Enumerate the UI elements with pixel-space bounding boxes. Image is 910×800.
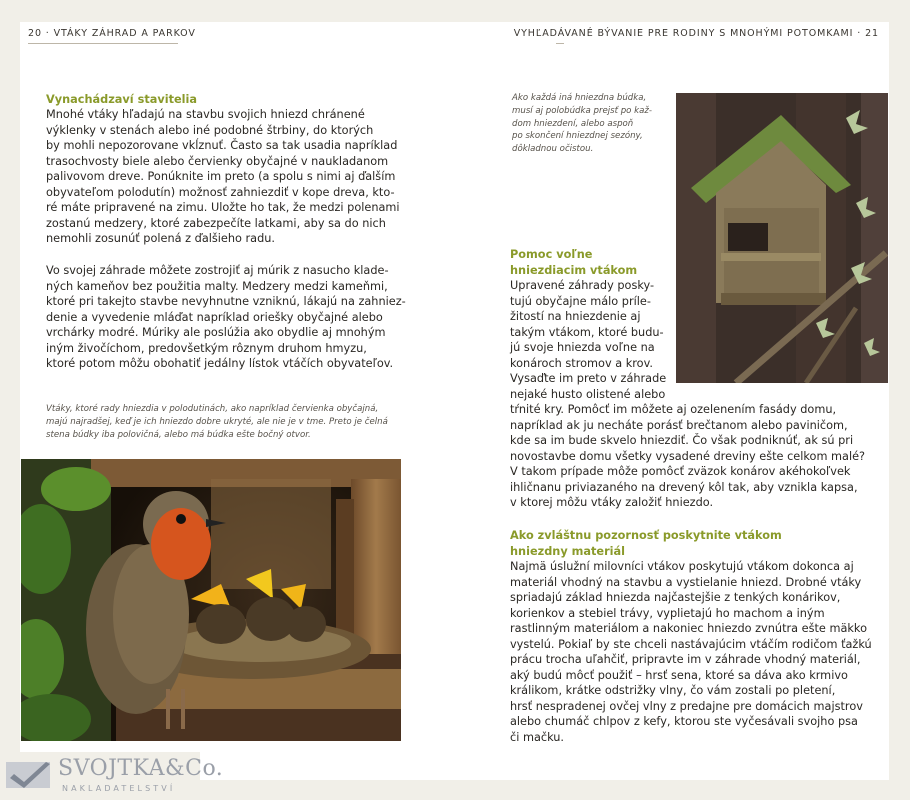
title-line: hniezdiacim vtákom [510, 263, 638, 277]
text-line: obyvateľom polodutín) možnosť zahniezdiť v kope dreva, kto- [46, 185, 395, 199]
text-line: korienkov a stebiel trávy, vyplietajú ho machom a iným [510, 606, 825, 620]
text-line: konároch stromov a krov. [510, 356, 653, 370]
caption-robin [46, 403, 388, 441]
publisher-logo [0, 752, 224, 800]
text-line: Najmä úslužní milovníci vtákov poskytujú vtákom dokonca aj [510, 560, 854, 573]
text-line: ktoré pri takejto stavbe nevyhnutne vzniknú, lákajú na zahniez- [46, 295, 406, 308]
text-line: kde sa im bude skvelo hniezdiť. Čo však podniknúť, ak sú pri [510, 434, 854, 447]
header-rule-left [28, 43, 178, 44]
text-line: palivovom dreve. Ponúknite im preto (a spolu s nimi aj ďalším [46, 170, 396, 183]
running-header-right: VYHĽADÁVANÉ BÝVANIE PRE RODINY S MNOHÝMI POTOMKAMI · 21 [513, 28, 879, 39]
text-line: zostanú medzery, ktoré zabezpečíte latkami, aby sa do nich [46, 216, 386, 230]
text-line: ktoré potom môžu obohatiť jedálny lístok vtáčích obyvateľov. [46, 357, 394, 370]
text-line: rastlinným materiálom a nakoniec hniezdo zvnútra ešte mäkko [510, 622, 867, 635]
section-title-nest-material [510, 528, 782, 559]
title-line: Pomoc voľne [510, 248, 593, 261]
text-line: jú svoje hniezda voľne na [510, 341, 655, 354]
text-line: ihličnanu priviazaného na drevený kôl tak, aby vznikla kapsa, [510, 480, 858, 494]
text-line: napríklad ak ju necháte porásť brečtanom alebo paviničom, [510, 418, 848, 432]
text-line: alebo chumáč chlpov z kefy, ktorou ste vyčesávali svojho psa [510, 715, 858, 728]
title-line: hniezdny materiál [510, 544, 626, 558]
caption-birdhouse [512, 92, 652, 156]
text-line: Mnohé vtáky hľadajú na stavbu svojich hniezd chránené [46, 108, 365, 121]
text-line: vystelú. Pokiaľ by ste chceli nastávajúcim vtáčím rodičom ťažkú [510, 637, 872, 651]
text-line: Upravené záhrady posky- [510, 279, 655, 292]
text-line: novostavbe domu všetky vysadené dreviny ešte celkom malé? [510, 449, 866, 463]
caption-line: Vtáky, ktoré rady hniezdia v polodutinách, ako napríklad červienka obyčajná, [46, 404, 379, 414]
text-line: výklenky v stenách alebo iné podobné štrbiny, do ktorých [46, 123, 374, 137]
caption-line: dom hniezdení, alebo aspoň [512, 118, 634, 129]
title-line: Ako zvláštnu pozornosť poskytnite vtákom [510, 529, 782, 542]
text-line: spriadajú základ hniezda najčastejšie z tenkých konárikov, [510, 591, 841, 604]
caption-line: Ako každá iná hniezdna búdka, [512, 93, 647, 103]
text-line: nemohli zosunúť polená z ďalšieho radu. [46, 232, 276, 245]
text-line: či mačku. [510, 730, 565, 744]
text-line: Vysaďte im preto v záhrade [510, 372, 667, 385]
robin-nest-photo [21, 459, 401, 741]
caption-line: musí aj polobúdka prejsť po kaž- [512, 105, 653, 116]
text-line: iným živočíchom, predovšetkým rôznym druhom hmyzu, [46, 341, 367, 355]
header-rule-right [556, 43, 564, 44]
text-line: tŕnité kry. Pomôcť im môžete aj ozelenením fasády domu, [510, 403, 837, 416]
publisher-subtitle: NAKLADATELSTVÍ [62, 784, 176, 793]
text-line: V takom prípade môže pomôcť zväzok konárov akéhokoľvek [510, 465, 851, 478]
book-spread [20, 22, 889, 780]
text-line: ných kameňov bez použitia malty. Medzery medzi kameňmi, [46, 279, 388, 293]
text-line: králikom, krátke odstrižky vlny, čo vám zostali po pletení, [510, 684, 836, 697]
paragraph-builders [46, 107, 400, 247]
running-header-left: 20 · VTÁKY ZÁHRAD A PARKOV [28, 28, 196, 39]
text-line: Vo svojej záhrade môžete zostrojiť aj múrik z nasucho klade- [46, 264, 389, 277]
section-title-free-nesters [510, 247, 637, 278]
paragraph-free-nesters [510, 278, 865, 511]
text-line: prácu trocha uľahčiť, pripravte im v záhrade vhodný materiál, [510, 653, 861, 666]
text-line: vrchárky modré. Múriky ale poslúžia ako obydlie aj mnohým [46, 326, 386, 339]
paragraph-stone-wall [46, 263, 406, 372]
text-line: ré máte pripravené na zimu. Uložte ho tak, že medzi polenami [46, 201, 400, 214]
section-title-builders: Vynachádzaví stavitelia [46, 93, 198, 106]
publisher-logo-icon [6, 758, 54, 792]
publisher-name: SVOJTKA&Co. [58, 756, 224, 781]
text-line: tujú obyčajne málo príle- [510, 294, 651, 308]
text-line: denie a vyvedenie mláďat napríklad oriešky obyčajné alebo [46, 310, 383, 324]
caption-line: stena búdky iba polovičná, alebo má búdka ešte bočný otvor. [46, 429, 311, 440]
text-line: aký budú môcť použiť – hrsť sena, ktoré sa dáva ako krmivo [510, 668, 848, 682]
caption-line: dôkladnou očistou. [512, 144, 594, 155]
text-line: by mohli nepozorovane vkĺznuť. Často sa tak usadia napríklad [46, 139, 398, 152]
text-line: v ktorej môžu vtáky založiť hniezdo. [510, 496, 714, 509]
caption-line: po skončení hniezdnej sezóny, [512, 131, 643, 142]
text-line: žitostí na hniezdenie aj [510, 310, 641, 323]
paragraph-nest-material [510, 559, 872, 745]
text-line: materiál vhodný na stavbu a vystielanie hniezd. Drobné vtáky [510, 575, 862, 589]
text-line: nejaké husto olistené alebo [510, 387, 666, 401]
caption-line: majú najradšej, keď je ich hniezdo dobre ukryté, ale nie je v tme. Preto je čelná [46, 416, 388, 427]
text-line: trasochvosty biele alebo červienky obyčajné v naukladanom [46, 154, 389, 168]
text-line: hrsť nespradenej ovčej vlny z predajne pre domácich majstrov [510, 699, 863, 713]
text-line: takým vtákom, ktoré budu- [510, 325, 664, 339]
